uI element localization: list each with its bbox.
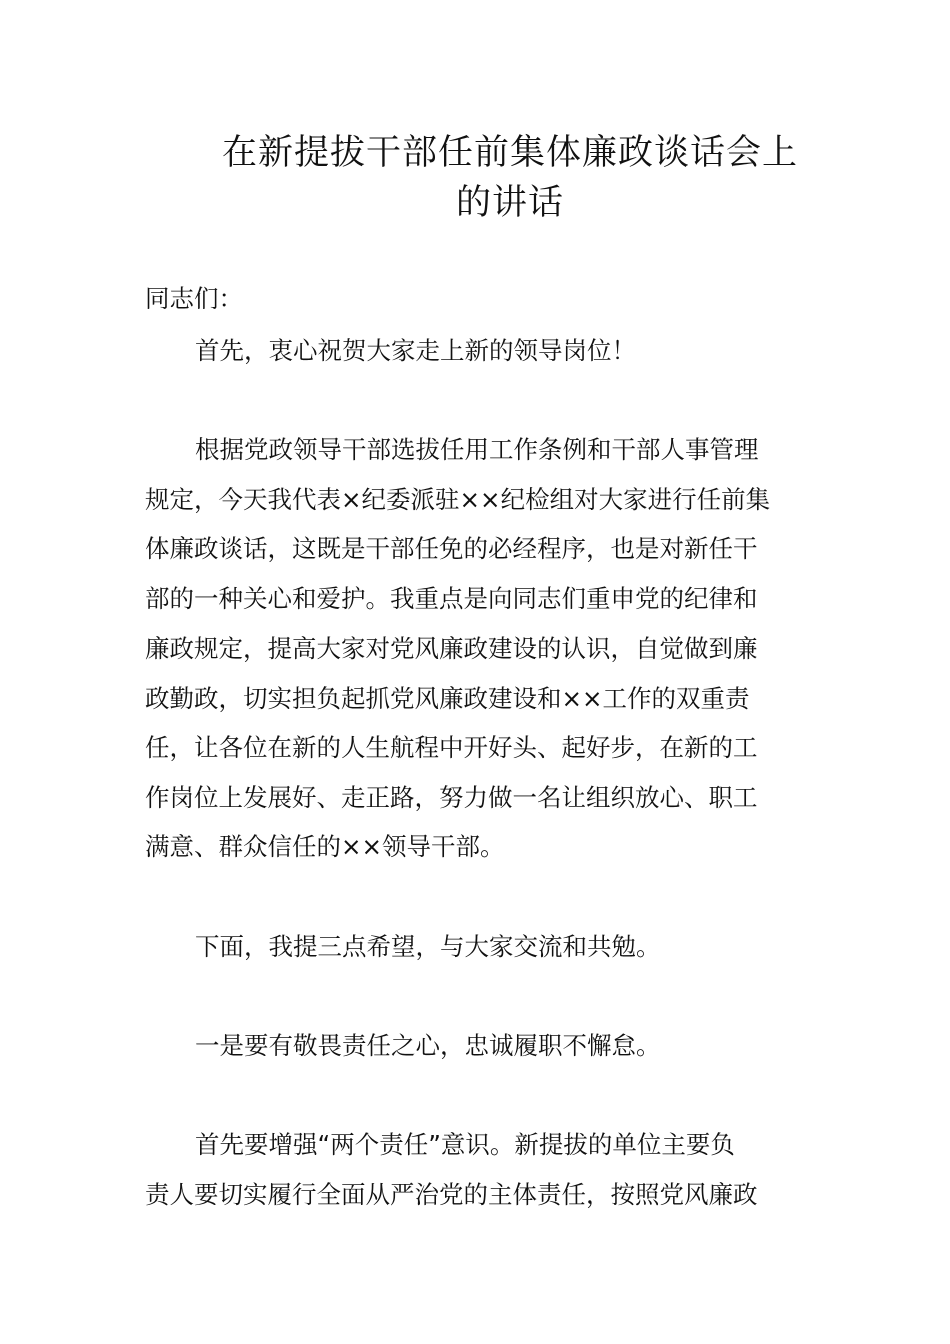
paragraph-line: 体廉政谈话，这既是干部任免的必经程序，也是对新任干 xyxy=(145,534,758,563)
paragraph-line: 作岗位上发展好、走正路，努力做一名让组织放心、职工 xyxy=(145,783,758,812)
paragraph-line: 首先要增强“两个责任”意识。新提拔的单位主要负 xyxy=(195,1130,735,1159)
paragraph-line: 满意、群众信任的××领导干部。 xyxy=(145,832,505,861)
paragraph-line: 责人要切实履行全面从严治党的主体责任，按照党风廉政 xyxy=(145,1180,758,1209)
document-title-line-1: 在新提拔干部任前集体廉政谈话会上 xyxy=(221,133,798,173)
paragraph-line: 规定，今天我代表×纪委派驻××纪检组对大家进行任前集 xyxy=(145,485,771,514)
paragraph-congratulation: 首先，衷心祝贺大家走上新的领导岗位！ xyxy=(195,336,636,365)
paragraph-line: 任，让各位在新的人生航程中开好头、起好步，在新的工 xyxy=(145,733,758,762)
document-title-line-2: 的讲话 xyxy=(455,183,564,223)
salutation: 同志们： xyxy=(145,284,243,313)
paragraph-line: 部的一种关心和爱护。我重点是向同志们重申党的纪律和 xyxy=(145,584,758,613)
paragraph-hopes-intro: 下面，我提三点希望，与大家交流和共勉。 xyxy=(195,932,661,961)
paragraph-point-one: 一是要有敬畏责任之心，忠诚履职不懈怠。 xyxy=(195,1031,661,1060)
paragraph-line: 廉政规定，提高大家对党风廉政建设的认识，自觉做到廉 xyxy=(145,634,758,663)
paragraph-line: 政勤政，切实担负起抓党风廉政建设和××工作的双重责 xyxy=(145,684,750,713)
paragraph-line: 根据党政领导干部选拔任用工作条例和干部人事管理 xyxy=(195,435,759,464)
